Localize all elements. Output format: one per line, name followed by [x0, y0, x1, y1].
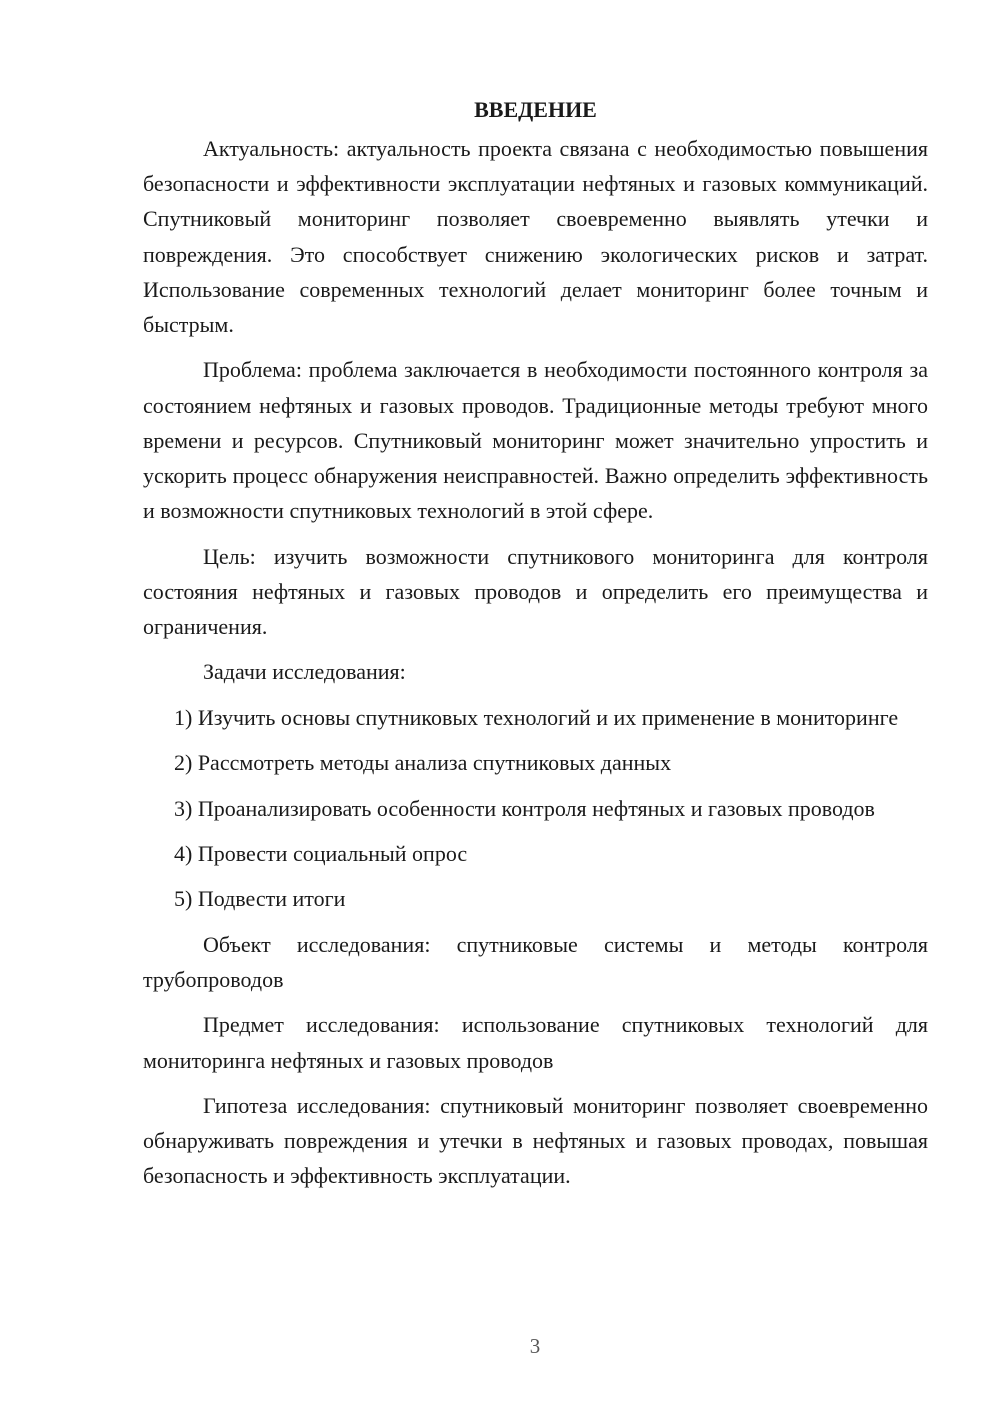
task-item-5: 5) Подвести итоги [174, 886, 346, 912]
paragraph-hypothesis: Гипотеза исследования: спутниковый мониторинг позволяет своевременно обнаруживать повреждения и утечки в нефтяных и газовых проводах, повышая безопасность и эффективность эксплуатации. [143, 1092, 928, 1189]
task-item-4: 4) Провести социальный опрос [174, 840, 468, 866]
paragraph-problem: Проблема: проблема заключается в необходимости постоянного контроля за состоянием нефтяных и газовых проводов. Традиционные методы требуют много времени и ресурсов. Спутниковый мониторинг может значительно упростить и ускорить процесс обнаружения неисправностей. Важно определить эффективность и возможности спутниковых технологий в этой сфере. [143, 357, 928, 524]
tasks-heading: Задачи исследования: [203, 659, 406, 685]
task-item-2: 2) Рассмотреть методы анализа спутниковых данных [174, 750, 672, 776]
paragraph-subject: Предмет исследования: использование спутниковых технологий для мониторинга нефтяных и газовых проводов [143, 1012, 928, 1073]
page-number: 3 [529, 1334, 541, 1358]
paragraph-goal: Цель: изучить возможности спутникового мониторинга для контроля состояния нефтяных и газовых проводов и определить его преимущества и ограничения. [143, 543, 928, 640]
paragraph-relevance: Актуальность: актуальность проекта связана с необходимостью повышения безопасности и эффективности эксплуатации нефтяных и газовых коммуникаций. Спутниковый мониторинг позволяет своевременно выявлять утечки и повреждения. Это способствует снижению экологических рисков и затрат. Использование современных технологий делает мониторинг более точным и быстрым. [143, 136, 928, 338]
paragraph-object: Объект исследования: спутниковые системы и методы контроля трубопроводов [143, 931, 928, 992]
document-page [143, 92, 928, 1194]
section-title: ВВЕДЕНИЕ [474, 97, 597, 122]
task-item-1: 1) Изучить основы спутниковых технологий и их применение в мониторинге [174, 704, 899, 730]
task-item-3: 3) Проанализировать особенности контроля нефтяных и газовых проводов [174, 795, 875, 821]
